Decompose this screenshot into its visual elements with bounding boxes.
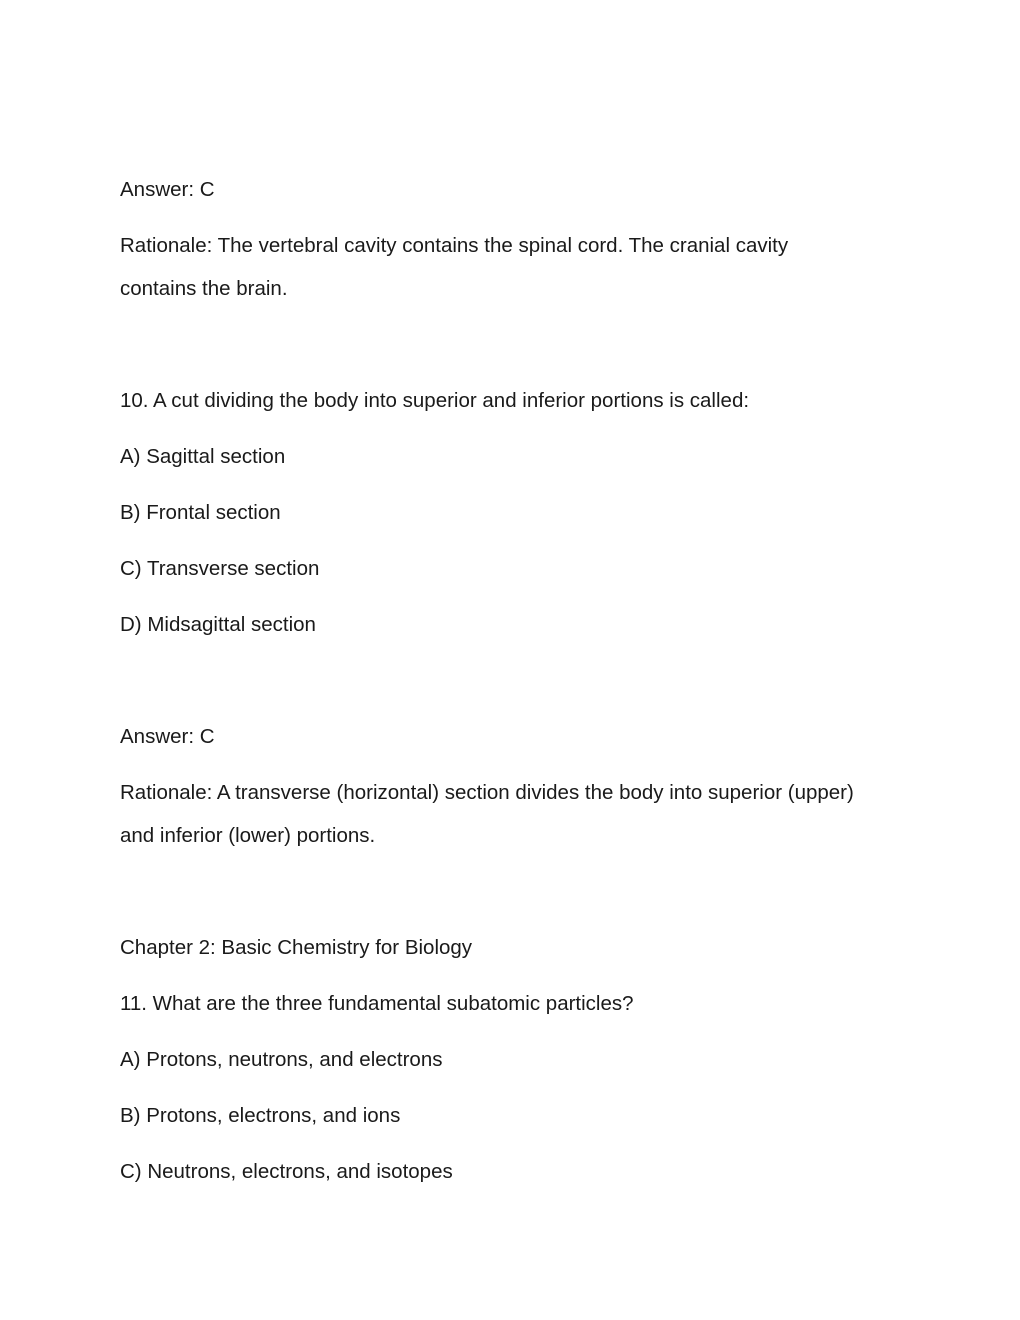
question-10-rationale: Rationale: A transverse (horizontal) section divides the body into superior (upper) xyxy=(120,781,854,804)
question-10-option-d: D) Midsagittal section xyxy=(120,613,316,636)
question-11-option-a: A) Protons, neutrons, and electrons xyxy=(120,1048,443,1071)
question-10-rationale-continued: and inferior (lower) portions. xyxy=(120,824,376,847)
answer-text: Answer: C xyxy=(120,178,215,201)
question-10-option-c: C) Transverse section xyxy=(120,557,320,580)
rationale-text-continued: contains the brain. xyxy=(120,277,288,300)
question-10-answer: Answer: C xyxy=(120,725,215,748)
question-10-option-a: A) Sagittal section xyxy=(120,445,286,468)
question-11-option-c: C) Neutrons, electrons, and isotopes xyxy=(120,1160,453,1183)
question-11-option-b: B) Protons, electrons, and ions xyxy=(120,1104,401,1127)
question-10-option-b: B) Frontal section xyxy=(120,501,281,524)
question-11-text: 11. What are the three fundamental subatomic particles? xyxy=(120,992,634,1015)
chapter-heading: Chapter 2: Basic Chemistry for Biology xyxy=(120,936,473,959)
rationale-text: Rationale: The vertebral cavity contains the spinal cord. The cranial cavity xyxy=(120,234,789,257)
question-10-text: 10. A cut dividing the body into superior and inferior portions is called: xyxy=(120,389,750,412)
